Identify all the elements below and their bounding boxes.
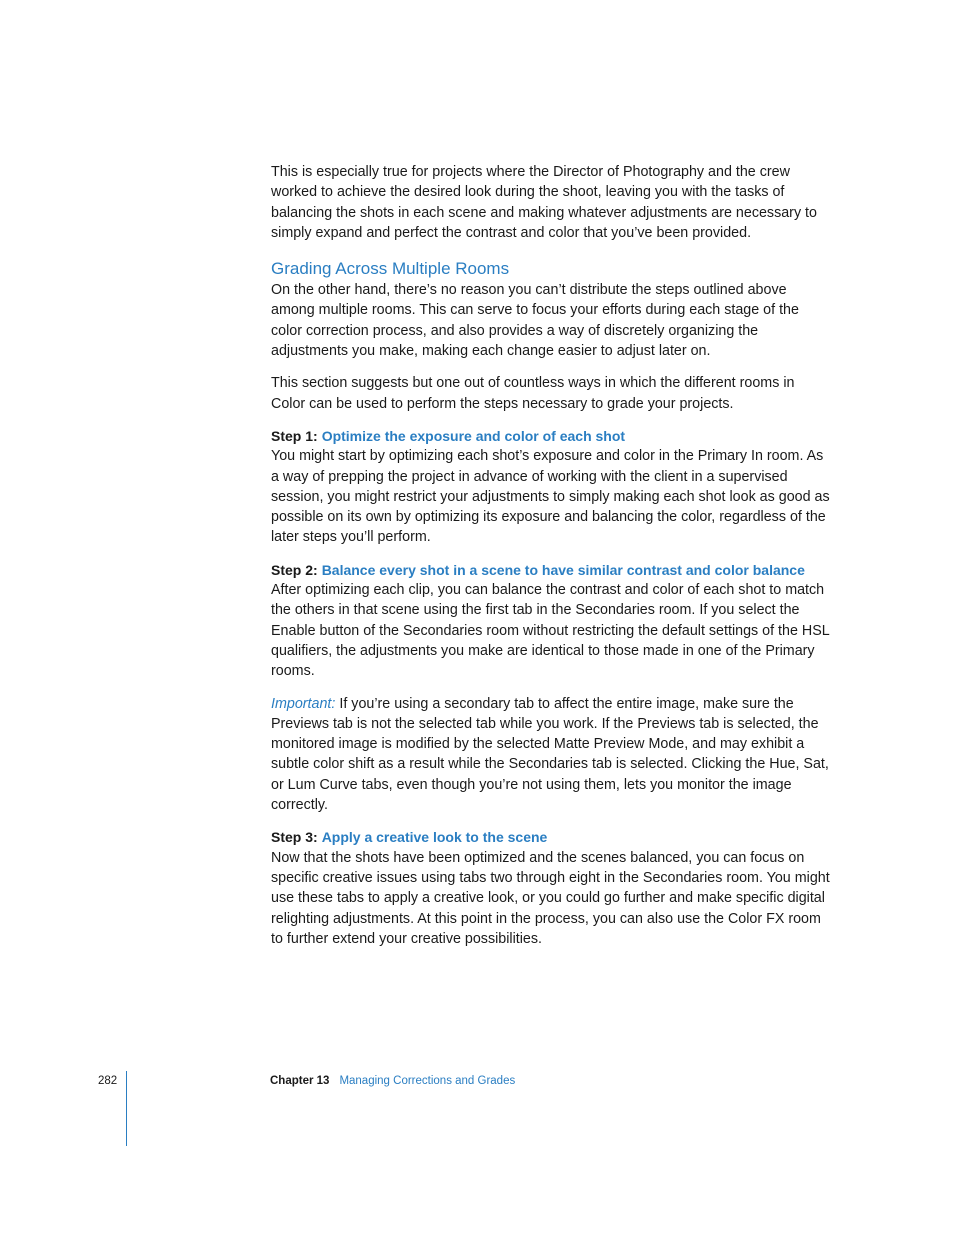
step-2-heading bbox=[271, 560, 831, 580]
important-label: Important: bbox=[271, 695, 336, 712]
page-body bbox=[271, 162, 831, 949]
step-1-body: You might start by optimizing each shot’s exposure and color in the Primary In room. As a way of prepping the project in advance of working with the client in a supervised session, you might restrict your adjustments to simply making each shot look as good as possible on its own by optimizing its exposure and balancing the color, regardless of the later steps you’ll perform. bbox=[271, 448, 830, 546]
important-note bbox=[271, 694, 831, 816]
step-3-body: Now that the shots have been optimized and the scenes balanced, you can focus on specific creative issues using tabs two through eight in the Secondaries room. You might use these tabs to apply a creative look, or you could go further and make specific digital relighting adjustments. At this point in the process, you can also use the Color FX room to further extend your creative possibilities. bbox=[271, 849, 830, 947]
footer-chapter bbox=[270, 1073, 515, 1089]
step-3-heading bbox=[271, 827, 831, 847]
step-1-heading bbox=[271, 426, 831, 446]
step-2-body: After optimizing each clip, you can balance the contrast and color of each shot to match the others in that scene using the first tab in the Secondaries room. If you select the Enable button of the Secondaries room without restricting the default settings of the HSL qualifiers, the adjustments you make are identical to those made in one of the Primary rooms. bbox=[271, 582, 830, 680]
step-1-label: Step 1: bbox=[271, 427, 318, 444]
section-heading: Grading Across Multiple Rooms bbox=[271, 259, 510, 279]
step-2-label: Step 2: bbox=[271, 561, 318, 578]
chapter-label: Chapter 13 bbox=[270, 1075, 330, 1087]
chapter-title: Managing Corrections and Grades bbox=[339, 1075, 516, 1087]
step-3-label: Step 3: bbox=[271, 829, 318, 846]
step-1-title: Optimize the exposure and color of each shot bbox=[321, 427, 626, 444]
section-paragraph-2: This section suggests but one out of countless ways in which the different rooms in Color can be used to perform the steps necessary to grade your projects. bbox=[271, 375, 795, 412]
page-number: 282 bbox=[98, 1075, 118, 1087]
section-paragraph-1: On the other hand, there’s no reason you can’t distribute the steps outlined above among multiple rooms. This can serve to focus your efforts during each stage of the color correction process, and also provides a way of discretely organizing the adjustments you make, making each change easier to adjust later on. bbox=[271, 282, 799, 360]
step-3-title: Apply a creative look to the scene bbox=[321, 829, 548, 846]
footer-divider bbox=[126, 1071, 127, 1146]
step-2-title: Balance every shot in a scene to have similar contrast and color balance bbox=[321, 561, 805, 578]
intro-paragraph: This is especially true for projects where the Director of Photography and the crew worked to achieve the desired look during the shoot, leaving you with the tasks of balancing the shots in each scene and making whatever adjustments are necessary to simply expand and perfect the contrast and color that you’ve been provided. bbox=[271, 164, 817, 241]
important-text: If you’re using a secondary tab to affect the entire image, make sure the Previews tab is not the selected tab while you work. If the Previews tab is selected, the monitored image is modified by the selected Matte Preview Mode, and may exhibit a subtle color shift as a result while the Secondaries tab is selected. Clicking the Hue, Sat, or Lum Curve tabs, even though you’re not using them, lets you monitor the image correctly. bbox=[271, 695, 829, 814]
